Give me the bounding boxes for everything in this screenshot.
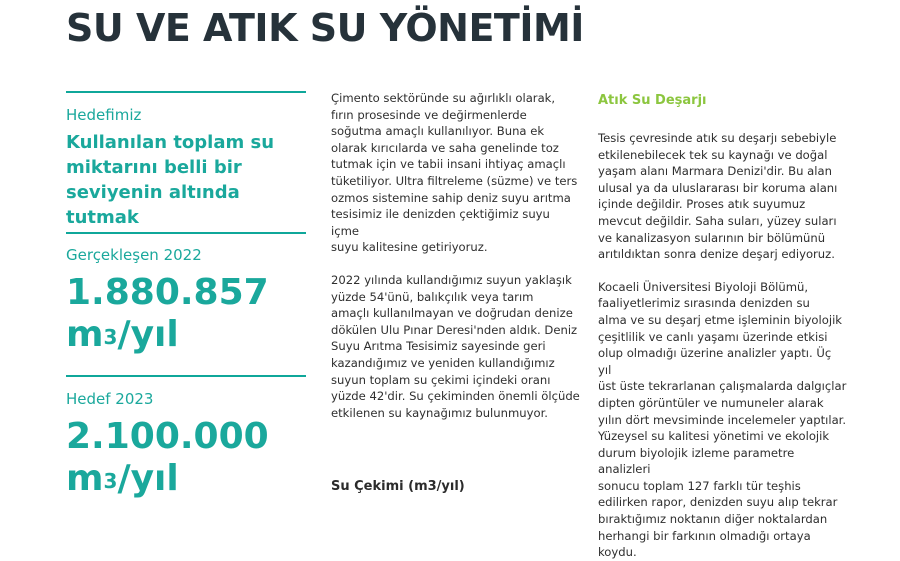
- divider: [66, 375, 306, 377]
- target-value: 2.100.000: [66, 416, 269, 457]
- actual-unit: $m^3$/yıl: [66, 314, 179, 355]
- actual-value-block: [66, 272, 316, 356]
- paragraph: 2022 yılında kullandığımız suyun yaklaşık yüzde 54'ünü, balıkçılık veya tarım amaçlı kullanılmayan ve doğrudan denize dökülen Ulu Pınar Deresi'nden aldık. Deniz Suyu Arıtma Tesisimiz sayesinde geri kazandığımız ve yeniden kullandığımız suyun toplam su çekimi içindeki oranı yüzde 42'dir. Su çekiminden önemli ölçüde etkilenen su kaynağımız bulunmuyor.: [331, 272, 580, 420]
- paragraph: Kocaeli Üniversitesi Biyoloji Bölümü, faaliyetlerimiz sırasında denizden su alma ve su deşarj etme işleminin biyolojik çeşitlilik ve canlı yaşamı üzerinde etkisi olup olmadığı üzerine analizler yaptı. Üç yıl üst üste tekrarlanan çalışmalarda dalgıçlar dipten görüntüler ve numuneler alarak yılın dört mevsiminde incelemeler yaptılar. Yüzeysel su kalitesi yönetimi ve ekolojik durum biyolojik izleme parametre analizleri sonucu toplam 127 farklı tür teşhis edilirken rapor, denizden suyu alıp tekrar bıraktığımız noktanın diğer noktalardan herhangi bir farkının olmadığı ortaya koydu.: [598, 279, 847, 560]
- paragraph: Çimento sektöründe su ağırlıklı olarak, fırın prosesinde ve değirmenlerde soğutma amaçlı kullanılıyor. Buna ek olarak kırıcılarda ve saha genelinde toz tutmak için ve tabii insani ihtiyaç amaçlı tüketiliyor. Ultra filtreleme (süzme) ve ters ozmos sistemine sahip deniz suyu arıtma tesisimiz ile denizden çektiğimiz suyu içme suyu kalitesine getiriyoruz.: [331, 91, 578, 255]
- section-heading-wastewater-discharge: Atık Su Deşarjı: [598, 93, 707, 108]
- actual-label: Gerçekleşen 2022: [66, 246, 202, 264]
- section-heading-water-withdrawal: Su Çekimi (m3/yıl): [331, 479, 465, 494]
- divider: [66, 91, 306, 93]
- goal-label: Hedefimiz: [66, 106, 142, 124]
- paragraph: Tesis çevresinde atık su deşarjı sebebiyle etkilenebilecek tek su kaynağı ve doğal yaşam alanı Marmara Denizi'dir. Bu alan ulusal ya da uluslararası bir koruma alanı içinde değildir. Proses atık suyumuz mevcut değildir. Saha suları, yüzey suları ve kanalizasyon sularının bir bölümünü arıtıldıktan sonra denize deşarj ediyoruz.: [598, 131, 838, 262]
- right-column: [598, 130, 848, 561]
- middle-column: [331, 90, 581, 421]
- target-value-block: [66, 416, 316, 500]
- target-label: Hedef 2023: [66, 390, 154, 408]
- actual-value: 1.880.857: [66, 272, 269, 313]
- goal-text: Kullanılan toplam su miktarını belli bir seviyenin altında tutmak: [66, 132, 275, 228]
- page-title: SU VE ATIK SU YÖNETİMİ: [66, 6, 584, 50]
- divider: [66, 232, 306, 234]
- target-unit: $m^3$/yıl: [66, 458, 179, 499]
